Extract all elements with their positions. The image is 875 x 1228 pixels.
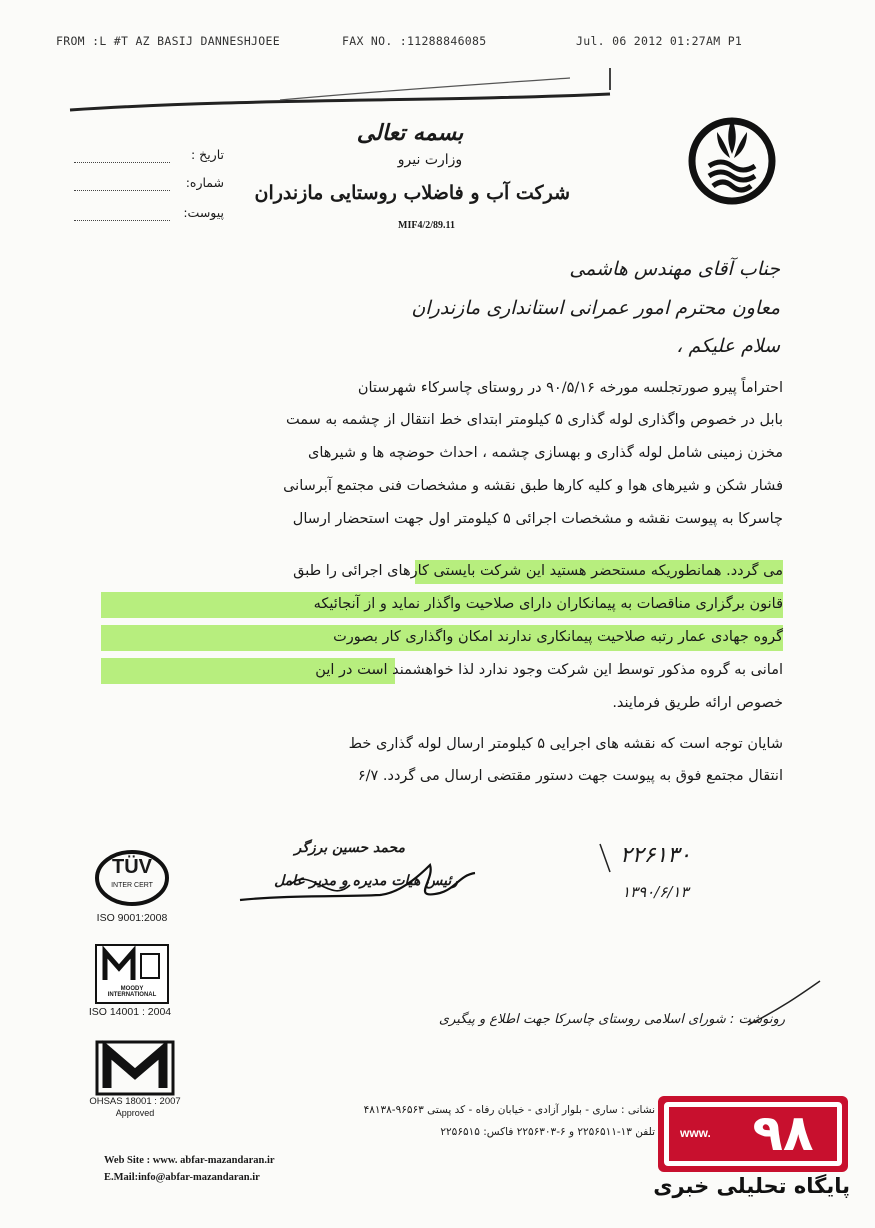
footer-address: نشانی : ساری - بلوار آزادی - خیابان رفاه - کد پستی ۹۶۵۶۳-۴۸۱۳۸ <box>363 1104 655 1116</box>
watermark-number: ۹۸ <box>752 1104 814 1162</box>
number-dots <box>74 190 170 191</box>
body-line-10: خصوص ارائه طریق فرمایند. <box>612 695 783 711</box>
form-code: MIF4/2/89.11 <box>398 220 455 231</box>
iso9001-label: ISO 9001:2008 <box>96 912 168 924</box>
tuv-logo <box>92 848 172 908</box>
basmala: بسمه تعالی <box>356 120 464 146</box>
date-field <box>74 147 224 167</box>
handwritten-signature <box>230 855 490 915</box>
number-label: شماره: <box>185 175 224 190</box>
date-dots <box>74 162 170 163</box>
date-label: تاریخ : <box>190 147 224 162</box>
addressee-title: معاون محترم امور عمرانی استانداری مازندران <box>411 297 780 319</box>
moody-logo-icon <box>97 946 167 986</box>
cc-note: رونوشت : شورای اسلامی روستای چاسرکا جهت اطلاع و پیگیری <box>438 1012 785 1027</box>
footer-email: E.Mail:info@abfar-mazandaran.ir <box>104 1172 260 1183</box>
handwritten-date: ۱۳۹۰/۶/۱۳ <box>622 883 689 901</box>
number-field <box>74 175 224 195</box>
footer-website: Web Site : www. abfar-mazandaran.ir <box>104 1155 275 1166</box>
footer-phones: تلفن ۱۳-۲۲۵۶۵۱۱ و ۶-۲۲۵۶۳۰۳ فاکس: ۲۲۵۶۵۱۵ <box>440 1126 655 1138</box>
handwritten-mark <box>596 838 636 878</box>
body-line-1: احتراماً پیرو صورتجلسه مورخه ۹۰/۵/۱۶ در روستای چاسرکاء شهرستان <box>357 380 783 396</box>
watermark-site: www. <box>680 1126 711 1140</box>
fax-header <box>56 34 846 52</box>
abfar-logo-icon <box>683 110 781 208</box>
watermark-badge <box>658 1096 848 1172</box>
body-line-9: امانی به گروه مذکور توسط این شرکت وجود ندارد لذا خواهشمند است در این <box>315 662 783 678</box>
cc-arrow-stroke <box>740 975 840 1035</box>
signer-name: محمد حسین برزگر <box>294 840 405 856</box>
body-line-3: مخزن زمینی شامل لوله گذاری و بهسازی چشمه ، احداث حوضچه ها و شیرهای <box>308 445 783 461</box>
fax-datetime: Jul. 06 2012 01:27AM P1 <box>576 34 743 48</box>
moody-logo-text: MOODY INTERNATIONAL <box>107 986 157 998</box>
tuv-logo-subtext: INTER CERT <box>111 882 153 889</box>
company-name: شرکت آب و فاضلاب روستایی مازندران <box>254 182 570 204</box>
iso14001-label: ISO 14001 : 2004 <box>88 1006 172 1018</box>
greeting: سلام علیکم ، <box>676 335 780 357</box>
body-line-2: بابل در خصوص واگذاری لوله گذاری ۵ کیلومتر ابتدای خط انتقال از چشمه به سمت <box>285 412 783 428</box>
fax-number: FAX NO. :11288846085 <box>342 34 487 48</box>
note-line-2: انتقال مجتمع فوق به پیوست جهت دستور مقتضی ارسال می گردد. ۶/۷ <box>357 768 783 784</box>
note-line-1: شایان توجه است که نقشه های اجرایی ۵ کیلومتر ارسال لوله گذاری خط <box>348 736 783 752</box>
moody-logo <box>95 944 169 1004</box>
attachment-label: پیوست: <box>183 205 224 220</box>
body-line-4: فشار شکن و شیرهای هوا و کلیه کارها طبق نقشه و مشخصات فنی مجتمع آبرسانی <box>283 478 783 494</box>
fax-from: FROM :L #T AZ BASIJ DANNESHJOEE <box>56 34 280 48</box>
ohsas-label: OHSAS 18001 : 2007 <box>89 1096 181 1107</box>
body-line-6: می گردد. همانطوریکه مستحضر هستید این شرکت بایستی کارهای اجرائی را طبق <box>293 563 783 579</box>
tuv-logo-text: TÜV <box>112 856 152 878</box>
attachment-field <box>74 205 224 225</box>
ministry-name: وزارت نیرو <box>397 152 463 168</box>
addressee-name: جناب آقای مهندس هاشمی <box>569 258 780 280</box>
attachment-dots <box>74 220 170 221</box>
body-line-7: قانون برگزاری مناقصات به پیمانکاران دارای صلاحیت واگذار نماید و از آنجائیکه <box>313 596 783 612</box>
scan-artifact-lines <box>50 60 670 120</box>
ohsas-logo-icon <box>95 1040 175 1096</box>
body-line-8: گروه جهادی عمار رتبه صلاحیت پیمانکاری ندارند امکان واگذاری کار بصورت <box>333 629 783 645</box>
signer-title: رئیس هیات مدیره و مدیر عامل <box>274 873 458 889</box>
body-line-5: چاسرکا به پیوست نقشه و مشخصات اجرائی ۵ کیلومتر اول جهت استحضار ارسال <box>292 511 783 527</box>
ohsas-approved: Approved <box>115 1108 155 1118</box>
handwritten-number: ۲۲۶۱۳۰ <box>620 843 691 868</box>
watermark-name: پایگاه تحلیلی خبری <box>653 1174 850 1198</box>
